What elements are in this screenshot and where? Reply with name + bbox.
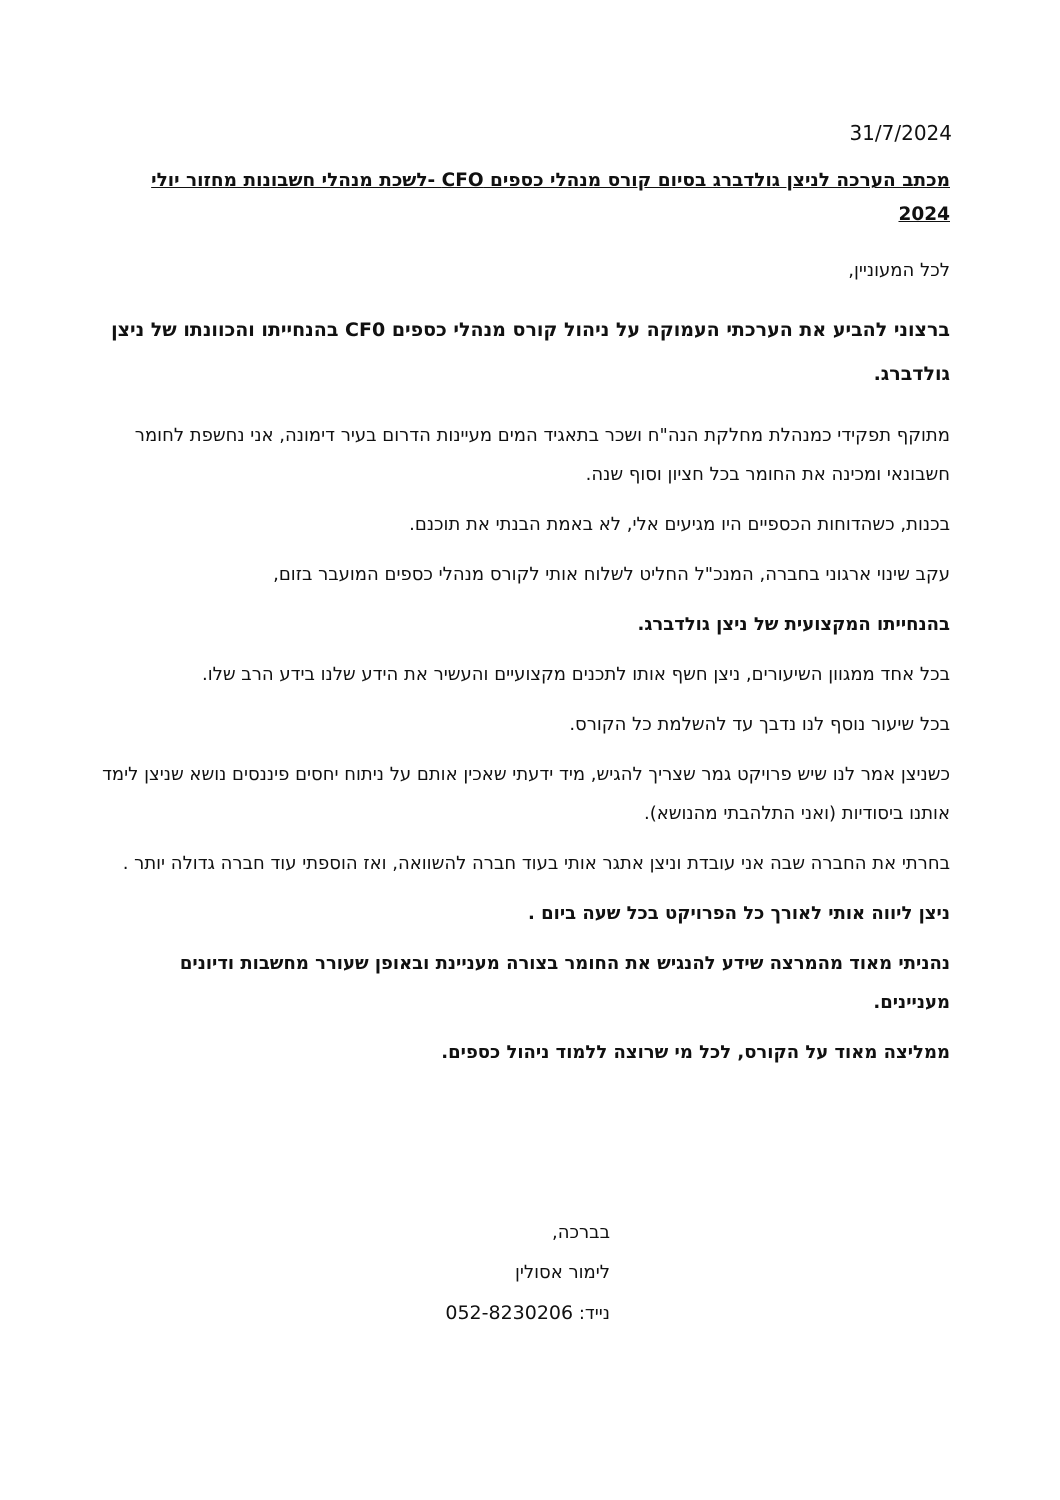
paragraph-enjoyment: נהניתי מאוד מהמרצה שידע להנגיש את החומר בצורה מעניינת ובאופן שעורר מחשבות ודיונים מעניינים.: [179, 953, 950, 1013]
paragraph-company-choice: בחרתי את החברה שבה אני עובדת וניצן אתגר אותי בעוד חברה להשוואה, ואז הוספתי עוד חברה גדולה יותר .: [122, 853, 950, 874]
paragraph-accompaniment: ניצן ליווה אותי לאורך כל הפרויקט בכל שעה ביום .: [528, 903, 950, 924]
paragraph-final-project: כשניצן אמר לנו שיש פרויקט גמר שצריך להגיש, מיד ידעתי שאכין אותם על ניתוח יחסים פיננסים נושא שניצן לימד אותנו ביסודיות (ואני התלהבתי מהנושא).: [102, 764, 950, 824]
letter-body: [100, 164, 950, 1083]
paragraph-role: מתוקף תפקידי כמנהלת מחלקת הנה"ח ושכר בתאגיד המים מעיינות הדרום בעיר דימונה, אני נחשפת לחומר חשבונאי ומכינה את החומר בכל חציון וסוף שנה.: [134, 425, 950, 485]
letter-subject: מכתב הערכה לניצן גולדברג בסיום קורס מנהלי כספים CFO -לשכת מנהלי חשבונות מחזור יולי 2024: [151, 170, 950, 225]
paragraph-lessons: בכל אחד ממגוון השיעורים, ניצן חשף אותו לתכנים מקצועיים והעשיר את הידע שלנו בידע הרב שלו.: [201, 664, 950, 685]
paragraph-guidance: בהנחייתו המקצועית של ניצן גולדברג.: [637, 614, 950, 635]
paragraph-intro: ברצוני להביע את הערכתי העמוקה על ניהול קורס מנהלי כספים CF0 בהנחייתו והכוונתו של ניצן גולדברג.: [111, 319, 950, 385]
greeting: לכל המעוניין,: [848, 260, 950, 281]
paragraph-honesty: בכנות, כשהדוחות הכספיים היו מגיעים אלי, לא באמת הבנתי את תוכנם.: [409, 514, 950, 535]
signer-name: לימור אסולין: [514, 1262, 610, 1283]
paragraph-org-change: עקב שינוי ארגוני בחברה, המנכ"ל החליט לשלוח אותי לקורס מנהלי כספים המועבר בזום,: [273, 564, 950, 585]
phone-number: 052-8230206: [445, 1302, 574, 1324]
paragraph-each-lesson: בכל שיעור נוסף לנו נדבך עד להשלמת כל הקורס.: [569, 714, 950, 735]
paragraph-recommendation: ממליצה מאוד על הקורס, לכל מי שרוצה ללמוד ניהול כספים.: [441, 1042, 950, 1063]
phone-line: [440, 1293, 610, 1334]
signature-block: [440, 1213, 610, 1334]
phone-label: נייד:: [578, 1303, 610, 1324]
letter-date: 31/7/2024: [849, 121, 952, 145]
closing: בברכה,: [552, 1222, 610, 1243]
